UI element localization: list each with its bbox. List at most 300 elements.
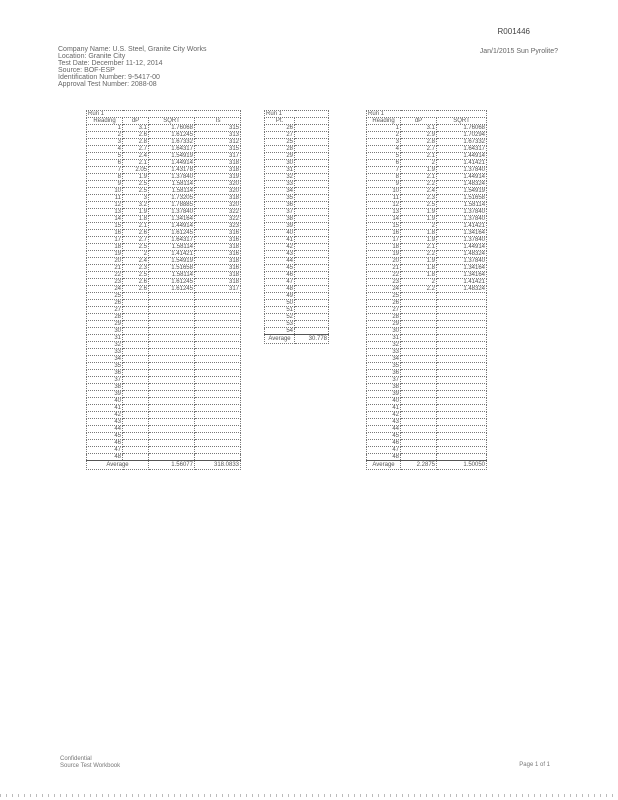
table-cell: 323: [195, 223, 241, 230]
table-cell: 2.3: [401, 195, 437, 202]
table-cell: 1.9: [401, 258, 437, 265]
table-cell: 2.5: [123, 244, 149, 251]
table-cell: 41: [367, 405, 401, 412]
table-row: [87, 202, 241, 209]
table-cell: 27: [87, 307, 123, 314]
table-cell: 32: [87, 342, 123, 349]
table-cell: 1.8: [123, 216, 149, 223]
average-value: 30.778: [295, 335, 329, 344]
table-cell: 2: [123, 251, 149, 258]
table-row: [367, 447, 487, 454]
header-block: [58, 46, 206, 88]
table-row: [367, 440, 487, 447]
table-cell: 1.76068: [437, 125, 487, 132]
table-row: [265, 307, 329, 314]
table-cell-empty: [295, 181, 329, 188]
table-row: [87, 244, 241, 251]
table-cell: [195, 293, 241, 300]
table-row: [265, 272, 329, 279]
table-row: [367, 370, 487, 377]
table-cell: 5: [367, 153, 401, 160]
table-cell: 44: [367, 426, 401, 433]
table-cell: 2.7: [123, 146, 149, 153]
table-cell: 1.54919: [149, 258, 195, 265]
table-cell: 44: [265, 258, 295, 265]
table-cell-empty: [295, 286, 329, 293]
table-row: [367, 349, 487, 356]
table-cell: 1.51658: [149, 265, 195, 272]
table-cell: 45: [265, 265, 295, 272]
table-cell: [123, 412, 149, 419]
table-cell: 315: [195, 125, 241, 132]
table-cell-empty: [295, 258, 329, 265]
table-cell: 54: [265, 328, 295, 335]
table-row: [367, 377, 487, 384]
table-cell: 8: [367, 174, 401, 181]
table-cell: 25: [87, 293, 123, 300]
table-cell: [401, 440, 437, 447]
table-cell-empty: [295, 139, 329, 146]
table-cell: [123, 454, 149, 461]
table-row: [265, 321, 329, 328]
table-cell: 40: [265, 230, 295, 237]
table-row: [87, 153, 241, 160]
table-cell: 35: [265, 195, 295, 202]
page-number: Page 1 of 1: [519, 762, 550, 768]
table-cell: 1.44914: [437, 153, 487, 160]
table-row: [87, 328, 241, 335]
table-cell: [149, 328, 195, 335]
table-cell: [123, 363, 149, 370]
table-cell-empty: [437, 342, 487, 349]
table-row: [87, 230, 241, 237]
table-cell: [123, 349, 149, 356]
table-cell: 2.5: [123, 181, 149, 188]
table-row: [87, 188, 241, 195]
table-cell-empty: [437, 335, 487, 342]
table-row: [265, 265, 329, 272]
table-cell: [149, 342, 195, 349]
table-cell: [401, 412, 437, 419]
table-cell: 26: [87, 300, 123, 307]
table-cell: [149, 433, 195, 440]
table-cell-empty: [437, 454, 487, 461]
table-cell: 3.2: [123, 202, 149, 209]
table-cell-empty: [437, 384, 487, 391]
table-cell: 34: [265, 188, 295, 195]
table-cell: 2: [87, 132, 123, 139]
table-cell: 38: [367, 384, 401, 391]
table-row: [367, 167, 487, 174]
table-cell: 2.6: [123, 279, 149, 286]
table-row: [87, 377, 241, 384]
table-cell: [149, 384, 195, 391]
table-row: [367, 251, 487, 258]
table-cell: 13: [87, 209, 123, 216]
table-cell: 16: [367, 230, 401, 237]
table-cell: 33: [87, 349, 123, 356]
average-row: [87, 461, 241, 470]
table-row: [87, 370, 241, 377]
table-cell: 1.37840: [437, 216, 487, 223]
table-cell: [195, 335, 241, 342]
table-cell: 11: [87, 195, 123, 202]
table-cell: 2.8: [401, 139, 437, 146]
table-cell: 51: [265, 307, 295, 314]
table-cell: 2.4: [123, 258, 149, 265]
table-row: [265, 125, 329, 132]
table-cell: 2.4: [401, 188, 437, 195]
table-row: [367, 244, 487, 251]
table-row: [87, 251, 241, 258]
table-row: [87, 335, 241, 342]
table-row: [87, 454, 241, 461]
table-cell: 6: [87, 160, 123, 167]
table-row: [367, 342, 487, 349]
table-row: [87, 223, 241, 230]
table-cell: 1.44914: [149, 223, 195, 230]
table-row: [265, 153, 329, 160]
table-cell: [401, 356, 437, 363]
table-cell: [149, 363, 195, 370]
table-cell-empty: [437, 440, 487, 447]
table-cell: [195, 307, 241, 314]
table-cell: 3: [87, 139, 123, 146]
table-cell-empty: [295, 216, 329, 223]
table-cell: 24: [87, 286, 123, 293]
table-cell-empty: [437, 363, 487, 370]
table-cell: 46: [87, 440, 123, 447]
table-cell: 1.41421: [149, 251, 195, 258]
table-row: [367, 174, 487, 181]
table-cell: 1.44914: [149, 160, 195, 167]
table-cell: [195, 384, 241, 391]
table-row: [87, 363, 241, 370]
table-cell: 38: [265, 216, 295, 223]
table-cell: [401, 363, 437, 370]
table-cell: 2.6: [123, 286, 149, 293]
table-cell: 2.5: [123, 272, 149, 279]
table-row: [87, 314, 241, 321]
table-cell: 1.64317: [437, 146, 487, 153]
table-row: [367, 153, 487, 160]
table-cell: [123, 433, 149, 440]
table-cell-empty: [437, 356, 487, 363]
table-cell: [401, 370, 437, 377]
table-cell: 2.05: [123, 167, 149, 174]
table-cell: 1.34164: [149, 216, 195, 223]
table-cell: 2.9: [401, 132, 437, 139]
table-cell: [195, 314, 241, 321]
table-cell: 1.78885: [149, 202, 195, 209]
table-cell: 26: [265, 125, 295, 132]
table-row: [87, 146, 241, 153]
table-row: [265, 230, 329, 237]
table-cell: 1.48324: [437, 181, 487, 188]
table-cell: 1.58114: [149, 272, 195, 279]
table-cell: 46: [265, 272, 295, 279]
table-cell: 1.9: [401, 237, 437, 244]
table-cell: 20: [87, 258, 123, 265]
table-cell: 1.34164: [437, 272, 487, 279]
table-cell: 18: [367, 244, 401, 251]
table-cell: 1.37840: [437, 209, 487, 216]
header-line: Location: Granite City: [58, 53, 126, 60]
table-cell: [149, 321, 195, 328]
table-cell: [401, 307, 437, 314]
table-cell: 5: [87, 153, 123, 160]
table-cell: 318: [195, 244, 241, 251]
table-cell: 39: [265, 223, 295, 230]
table-cell: 1.70294: [437, 132, 487, 139]
table-row: [367, 405, 487, 412]
footer-line: Confidential: [60, 756, 92, 762]
table-row: [87, 405, 241, 412]
table-cell: 1.34164: [437, 230, 487, 237]
table-cell: 1: [367, 125, 401, 132]
table-cell-empty: [295, 314, 329, 321]
table-cell: [149, 370, 195, 377]
table-row: [265, 258, 329, 265]
table-cell: [195, 391, 241, 398]
table-title-row: [87, 111, 241, 118]
table-cell-empty: [437, 328, 487, 335]
table-cell: 1.37840: [437, 237, 487, 244]
column-header: dP: [401, 118, 437, 125]
table-cell: 23: [367, 279, 401, 286]
table-cell-empty: [295, 307, 329, 314]
table-row: [87, 384, 241, 391]
table-cell: 29: [265, 153, 295, 160]
table-cell: 315: [195, 146, 241, 153]
table-cell: 49: [265, 293, 295, 300]
table-cell: 1.58114: [149, 181, 195, 188]
table-row: [265, 300, 329, 307]
table-cell: 4: [87, 146, 123, 153]
table-row: [367, 412, 487, 419]
table-cell: 313: [195, 132, 241, 139]
table-cell: 42: [265, 244, 295, 251]
table-cell: 1.9: [401, 167, 437, 174]
table-row: [87, 258, 241, 265]
average-value: 2.2875: [401, 461, 437, 470]
table-cell: [123, 405, 149, 412]
table-cell: 316: [195, 230, 241, 237]
table-row: [265, 244, 329, 251]
table-cell: 2.1: [123, 223, 149, 230]
table-row: [265, 146, 329, 153]
table-cell-empty: [295, 188, 329, 195]
table-row: [367, 391, 487, 398]
table-row: [87, 132, 241, 139]
table-row: [367, 300, 487, 307]
table-cell: 20: [367, 258, 401, 265]
table-cell: 2: [367, 132, 401, 139]
table-row: [265, 216, 329, 223]
table-row: [265, 279, 329, 286]
table-row: [367, 363, 487, 370]
column-header-empty: [295, 118, 329, 125]
column-header: Pt.: [265, 118, 295, 125]
table-cell: 40: [367, 398, 401, 405]
table-cell: 1.58114: [437, 202, 487, 209]
table-cell-empty: [437, 419, 487, 426]
table-row: [265, 237, 329, 244]
table-cell: 12: [367, 202, 401, 209]
table-row: [265, 314, 329, 321]
table-cell: 31: [367, 335, 401, 342]
table-row: [265, 174, 329, 181]
table-cell: 27: [265, 132, 295, 139]
table-cell-empty: [437, 349, 487, 356]
run1-table: [86, 110, 241, 470]
table-row: [367, 188, 487, 195]
table-cell: 23: [87, 279, 123, 286]
header-line: Company Name: U.S. Steel, Granite City Works: [58, 46, 207, 53]
table-cell-empty: [437, 321, 487, 328]
table-cell-empty: [295, 237, 329, 244]
table-row: [87, 195, 241, 202]
table-row: [367, 293, 487, 300]
table-cell-empty: [437, 293, 487, 300]
table-cell: [195, 454, 241, 461]
table-row: [367, 286, 487, 293]
table-cell: 1.67332: [149, 139, 195, 146]
table-cell-empty: [295, 279, 329, 286]
table-cell-empty: [295, 132, 329, 139]
table-cell: 21: [367, 265, 401, 272]
table-cell: 2.3: [123, 265, 149, 272]
table-row: [367, 146, 487, 153]
table-cell: 30: [367, 328, 401, 335]
table-row: [367, 307, 487, 314]
table-cell: 1.44914: [437, 174, 487, 181]
table-cell: [401, 398, 437, 405]
table-cell: [123, 335, 149, 342]
table-cell-empty: [437, 447, 487, 454]
table-cell: 1.8: [401, 230, 437, 237]
table-cell-empty: [295, 146, 329, 153]
table-cell: [195, 349, 241, 356]
document-id: R001446: [497, 27, 530, 36]
table-cell: 50: [265, 300, 295, 307]
table-cell: 42: [87, 412, 123, 419]
table-cell: 4: [367, 146, 401, 153]
table-cell: 2.6: [123, 230, 149, 237]
table-cell: [195, 398, 241, 405]
table-cell-empty: [437, 405, 487, 412]
table-cell: [123, 321, 149, 328]
table-title: Run 1: [87, 111, 241, 118]
table-cell: 1.9: [123, 209, 149, 216]
table-row: [87, 342, 241, 349]
table-cell: 318: [195, 167, 241, 174]
table-cell: 27: [367, 307, 401, 314]
table-cell: 47: [367, 447, 401, 454]
table-cell: 2.1: [401, 174, 437, 181]
table-cell: [123, 384, 149, 391]
table-cell: [401, 328, 437, 335]
table-cell: 43: [367, 419, 401, 426]
table-cell: 34: [87, 356, 123, 363]
table-cell: [149, 300, 195, 307]
table-cell: 10: [87, 188, 123, 195]
table-cell: 37: [87, 377, 123, 384]
table-cell-empty: [295, 202, 329, 209]
table-cell: 6: [367, 160, 401, 167]
table-cell: 322: [195, 209, 241, 216]
table-cell: 2.2: [401, 181, 437, 188]
table-row: [367, 426, 487, 433]
column-header: Reading: [87, 118, 123, 125]
table-cell: 29: [367, 321, 401, 328]
table-cell: [401, 293, 437, 300]
table-row: [367, 433, 487, 440]
table-cell: 33: [367, 349, 401, 356]
table-row: [367, 125, 487, 132]
table-cell: [149, 349, 195, 356]
table-cell: 37: [265, 209, 295, 216]
table-cell: 316: [195, 265, 241, 272]
table-header-row: [87, 118, 241, 125]
table-cell: 32: [265, 174, 295, 181]
table-row: [367, 132, 487, 139]
table-row: [87, 216, 241, 223]
table-cell: 21: [87, 265, 123, 272]
table-cell: [401, 384, 437, 391]
table-cell-empty: [437, 398, 487, 405]
table-cell: 1: [87, 125, 123, 132]
table-cell: 1.76068: [149, 125, 195, 132]
table-cell: 1.64317: [149, 146, 195, 153]
table-cell-empty: [295, 223, 329, 230]
table-cell: 1.61245: [149, 279, 195, 286]
table-cell: 3: [367, 139, 401, 146]
table-row: [265, 251, 329, 258]
table-cell: 1.58114: [149, 188, 195, 195]
table-cell: 31: [265, 167, 295, 174]
table-cell-empty: [437, 426, 487, 433]
table-row: [87, 174, 241, 181]
average-row: [367, 461, 487, 470]
table-cell-empty: [437, 377, 487, 384]
table-cell: 36: [87, 370, 123, 377]
table-cell: 28: [87, 314, 123, 321]
table-row: [265, 132, 329, 139]
table-cell: 36: [367, 370, 401, 377]
table-cell: 1.8: [401, 272, 437, 279]
table-cell: 41: [265, 237, 295, 244]
table-row: [367, 279, 487, 286]
table-cell: 1.54919: [149, 153, 195, 160]
table-cell: 19: [87, 251, 123, 258]
table-cell: [195, 447, 241, 454]
table-row: [367, 356, 487, 363]
table-cell: 45: [87, 433, 123, 440]
average-row: [265, 335, 329, 344]
table-cell: [195, 370, 241, 377]
table-cell: 1.58114: [149, 244, 195, 251]
table-cell: 30: [87, 328, 123, 335]
table-cell: 30: [265, 160, 295, 167]
table-row: [87, 265, 241, 272]
table-row: [367, 335, 487, 342]
table-cell: 17: [367, 237, 401, 244]
table-cell: 9: [87, 181, 123, 188]
table-cell: 35: [367, 363, 401, 370]
table-row: [367, 181, 487, 188]
table-cell: 14: [87, 216, 123, 223]
